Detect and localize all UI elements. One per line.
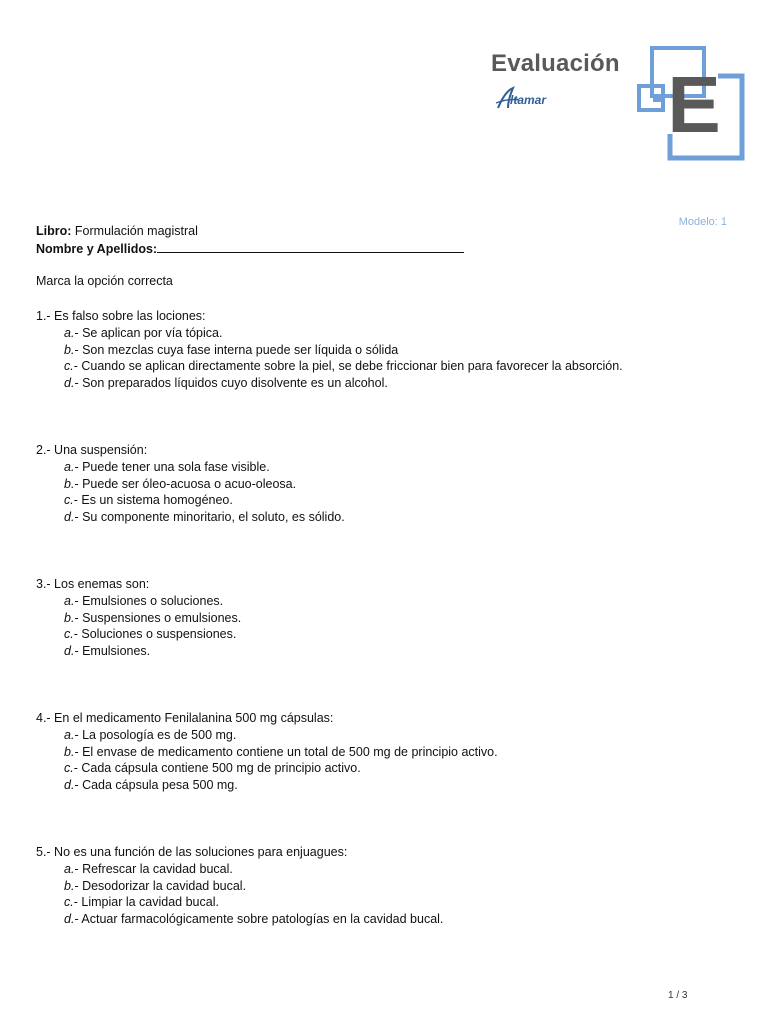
option-a[interactable]: a.- Refrescar la cavidad bucal. bbox=[64, 861, 233, 876]
option-c[interactable]: c.- Limpiar la cavidad bucal. bbox=[64, 895, 219, 910]
option-c[interactable]: c.- Soluciones o suspensiones. bbox=[64, 627, 237, 642]
question-text: 1.- Es falso sobre las lociones: bbox=[36, 309, 206, 323]
question-3 bbox=[36, 576, 241, 660]
option-b[interactable]: b.- El envase de medicamento contiene un total de 500 mg de principio activo. bbox=[64, 744, 498, 759]
option-b[interactable]: b.- Son mezclas cuya fase interna puede ser líquida o sólida bbox=[64, 342, 399, 357]
student-info bbox=[36, 223, 464, 258]
option-d[interactable]: d.- Su componente minoritario, el soluto, es sólido. bbox=[64, 510, 345, 525]
question-text: 4.- En el medicamento Fenilalanina 500 mg cápsulas: bbox=[36, 711, 334, 725]
option-a[interactable]: a.- Se aplican por vía tópica. bbox=[64, 325, 223, 340]
book-label: Libro: bbox=[36, 224, 72, 238]
evaluation-title: Evaluación bbox=[491, 50, 620, 77]
option-b[interactable]: b.- Suspensiones o emulsiones. bbox=[64, 610, 242, 625]
option-a[interactable]: a.- Puede tener una sola fase visible. bbox=[64, 459, 270, 474]
name-line bbox=[36, 240, 464, 258]
question-2 bbox=[36, 442, 345, 526]
name-blank-field[interactable] bbox=[157, 240, 464, 253]
evaluation-e-logo-icon bbox=[636, 46, 746, 162]
option-a[interactable]: a.- Emulsiones o soluciones. bbox=[64, 593, 224, 608]
question-5 bbox=[36, 844, 443, 928]
option-c[interactable]: c.- Cada cápsula contiene 500 mg de principio activo. bbox=[64, 761, 361, 776]
question-text: 3.- Los enemas son: bbox=[36, 577, 150, 591]
book-value: Formulación magistral bbox=[74, 224, 198, 238]
brand-logo bbox=[495, 86, 565, 112]
option-d[interactable]: d.- Cada cápsula pesa 500 mg. bbox=[64, 778, 238, 793]
book-line bbox=[36, 223, 464, 240]
brand-name: ltamar bbox=[510, 93, 547, 107]
model-label: Modelo: 1 bbox=[678, 216, 727, 228]
question-text: 2.- Una suspensión: bbox=[36, 443, 148, 457]
option-d[interactable]: d.- Emulsiones. bbox=[64, 644, 151, 659]
option-d[interactable]: d.- Son preparados líquidos cuyo disolvente es un alcohol. bbox=[64, 376, 388, 391]
question-4 bbox=[36, 710, 498, 794]
question-text: 5.- No es una función de las soluciones para enjuagues: bbox=[36, 845, 348, 859]
option-b[interactable]: b.- Desodorizar la cavidad bucal. bbox=[64, 878, 247, 893]
logo-letter: E bbox=[667, 60, 721, 149]
option-c[interactable]: c.- Es un sistema homogéneo. bbox=[64, 493, 233, 508]
option-b[interactable]: b.- Puede ser óleo-acuosa o acuo-oleosa. bbox=[64, 476, 297, 491]
option-d[interactable]: d.- Actuar farmacológicamente sobre patologías en la cavidad bucal. bbox=[64, 912, 444, 927]
option-c[interactable]: c.- Cuando se aplican directamente sobre la piel, se debe friccionar bien para favorecer la absorción. bbox=[64, 359, 623, 374]
instruction-text: Marca la opción correcta bbox=[36, 274, 173, 288]
question-1 bbox=[36, 308, 623, 392]
name-label: Nombre y Apellidos: bbox=[36, 242, 158, 256]
option-a[interactable]: a.- La posología es de 500 mg. bbox=[64, 727, 237, 742]
page-number: 1 / 3 bbox=[668, 990, 688, 1001]
